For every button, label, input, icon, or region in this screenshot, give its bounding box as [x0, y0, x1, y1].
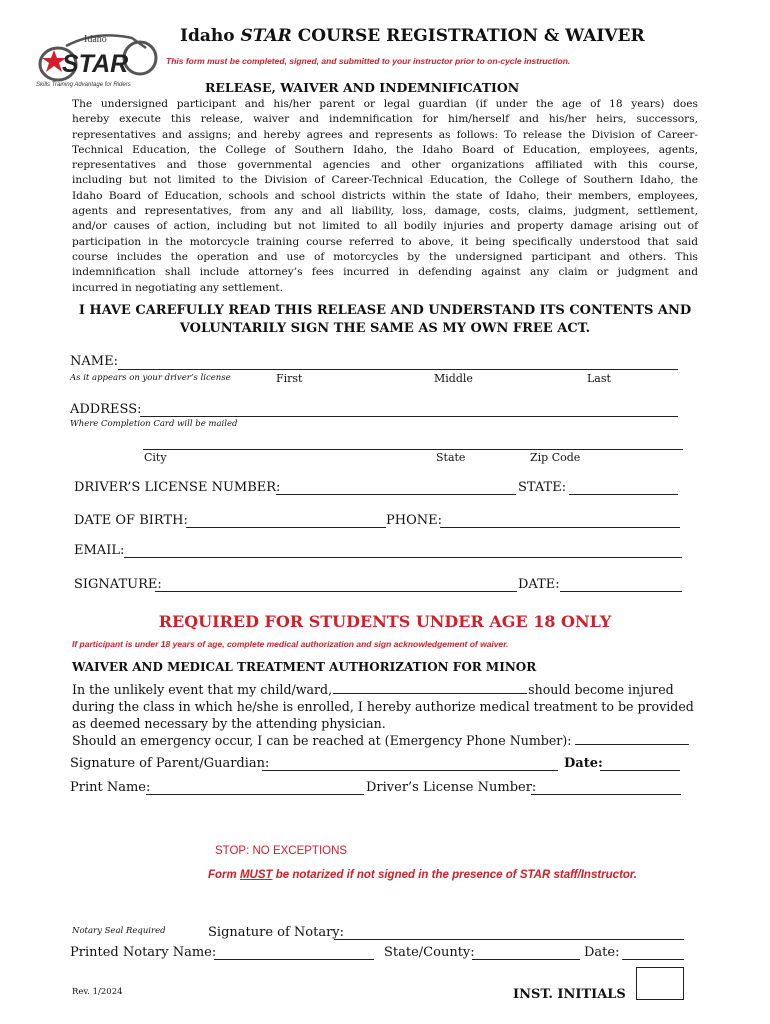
- date-of-birth-label: DATE OF BIRTH:: [74, 513, 188, 528]
- release-line: indemnification shall include attorney’s fees incurred in defending against any claim or judgment and: [72, 266, 698, 279]
- email-label: EMAIL:: [74, 543, 125, 558]
- release-line: including but not limited to the Division of Career-Technical Education, the College of Southern Idaho, the: [72, 174, 698, 187]
- name-note: As it appears on your driver’s license: [70, 373, 231, 383]
- motorcycle-logo-graphic: [36, 28, 166, 90]
- minor-waiver-heading: WAIVER AND MEDICAL TREATMENT AUTHORIZATION FOR MINOR: [72, 660, 537, 674]
- release-line: representatives and those governmental agencies and other organizations affiliated with this course,: [72, 159, 698, 172]
- release-line: Technical Education, the College of Southern Idaho, the Idaho Board of Education, employees, agents,: [72, 143, 698, 156]
- first-label: First: [276, 372, 303, 385]
- email-field[interactable]: [124, 557, 682, 558]
- release-line: The undersigned participant and his/her parent or legal guardian (if under the age of 18 years) does: [72, 98, 698, 110]
- drivers-license-label: DRIVER’S LICENSE NUMBER:: [74, 480, 281, 495]
- signature-field[interactable]: [155, 591, 517, 592]
- release-line: representatives and assigns; and hereby agrees and represents as follows: To release the Division of Career-: [72, 128, 698, 141]
- notary-signature-label: Signature of Notary:: [208, 925, 345, 940]
- instructor-initials-label: INST. INITIALS: [513, 987, 626, 1002]
- dl-state-field[interactable]: [569, 494, 678, 495]
- release-line: hereby execute this release, waiver and indemnification for him/herself and his/her heirs, successors,: [72, 113, 698, 126]
- minor-line-1-end: should become injured: [528, 682, 674, 697]
- release-line: course includes the operation and use of motorcycles by the undersigned participant and others. This: [72, 250, 698, 263]
- release-heading: RELEASE, WAIVER AND INDEMNIFICATION: [205, 80, 520, 95]
- child-name-field[interactable]: [333, 693, 527, 694]
- state-county-label: State/County:: [384, 945, 475, 960]
- name-field[interactable]: [118, 369, 678, 370]
- notarize-requirement: [208, 869, 637, 881]
- dl-state-label: STATE:: [518, 480, 567, 495]
- title-suffix: COURSE REGISTRATION & WAIVER: [291, 26, 645, 46]
- phone-field[interactable]: [440, 527, 680, 528]
- minor-line-3: as deemed necessary by the attending physician.: [72, 716, 386, 731]
- parent-drivers-license-label: Driver’s License Number:: [366, 780, 537, 795]
- revision-label: Rev. 1/2024: [72, 987, 123, 997]
- release-line: and/or causes of action, including but not limited to all bodily injuries and property damage arising out of: [72, 220, 698, 233]
- print-name-field[interactable]: [146, 794, 364, 795]
- release-body: [72, 97, 698, 296]
- under-18-note: If participant is under 18 years of age, complete medical authorization and sign acknowledgement of waiver.: [72, 639, 509, 649]
- minor-line-1-start: In the unlikely event that my child/ward,: [72, 682, 333, 697]
- parent-signature-label: Signature of Parent/Guardian:: [70, 756, 270, 771]
- logo-top-text: Idaho: [84, 34, 107, 45]
- state-county-field[interactable]: [472, 959, 580, 960]
- notarize-prefix: Form: [208, 869, 240, 881]
- instructor-initials-box[interactable]: [636, 967, 684, 1000]
- title-prefix: Idaho: [180, 26, 241, 46]
- state-label: State: [436, 451, 466, 464]
- signature-label: SIGNATURE:: [74, 577, 162, 592]
- acknowledgement-line-1: I HAVE CAREFULLY READ THIS RELEASE AND UNDERSTAND ITS CONTENTS AND: [78, 303, 692, 318]
- address-field[interactable]: [140, 416, 678, 417]
- stop-no-exceptions: STOP: NO EXCEPTIONS: [215, 845, 348, 857]
- city-state-zip-field[interactable]: [143, 449, 683, 450]
- parent-signature-field[interactable]: [262, 770, 558, 771]
- acknowledgement-line-2: VOLUNTARILY SIGN THE SAME AS MY OWN FREE ACT.: [179, 321, 591, 336]
- address-note: Where Completion Card will be mailed: [70, 419, 238, 429]
- phone-label: PHONE:: [386, 513, 442, 528]
- printed-notary-name-field[interactable]: [214, 959, 374, 960]
- notarize-suffix: be notarized if not signed in the presence of STAR staff/Instructor.: [272, 869, 637, 881]
- notary-date-label: Date:: [584, 945, 620, 960]
- city-label: City: [144, 451, 167, 464]
- middle-label: Middle: [434, 372, 473, 385]
- address-label: ADDRESS:: [70, 402, 142, 417]
- minor-line-2: during the class in which he/she is enrolled, I hereby authorize medical treatment to be provided: [72, 699, 694, 714]
- parent-date-label: Date:: [564, 756, 603, 771]
- signature-date-label: DATE:: [518, 577, 560, 592]
- idaho-star-logo: [36, 28, 166, 90]
- form-title: [180, 26, 645, 46]
- release-line: agents and representatives, from any and all liability, loss, damage, costs, claims, judgment, settlement,: [72, 205, 698, 218]
- minor-line-4: Should an emergency occur, I can be reached at (Emergency Phone Number):: [72, 733, 572, 748]
- emergency-phone-field[interactable]: [575, 744, 689, 745]
- logo-main-text: STAR: [62, 50, 129, 78]
- signature-date-field[interactable]: [560, 591, 682, 592]
- name-label: NAME:: [70, 354, 118, 369]
- notary-seal-label: Notary Seal Required: [72, 926, 166, 936]
- date-of-birth-field[interactable]: [186, 527, 386, 528]
- parent-drivers-license-field[interactable]: [531, 794, 681, 795]
- logo-tagline: Skills Training Advantage for Riders: [36, 82, 131, 88]
- release-line: participation in the motorcycle training course referred to above, it being specifically understood that said: [72, 235, 698, 248]
- zip-label: Zip Code: [530, 451, 581, 464]
- last-label: Last: [587, 372, 611, 385]
- printed-notary-name-label: Printed Notary Name:: [70, 945, 217, 960]
- acknowledgement: [60, 302, 710, 338]
- release-line: incurred in negotiating any settlement.: [72, 281, 284, 294]
- notarize-must: MUST: [239, 869, 273, 881]
- notary-signature-field[interactable]: [334, 939, 684, 940]
- release-line: Idaho Board of Education, schools and school districts within the state of Idaho, their members, employees,: [72, 189, 698, 202]
- submission-note: This form must be completed, signed, and submitted to your instructor prior to on-cycle instruction.: [166, 56, 571, 66]
- title-star: STAR: [240, 26, 292, 46]
- print-name-label: Print Name:: [70, 780, 151, 795]
- under-18-heading: REQUIRED FOR STUDENTS UNDER AGE 18 ONLY: [158, 612, 612, 631]
- drivers-license-field[interactable]: [276, 494, 516, 495]
- minor-authorization-text: [72, 681, 694, 749]
- notary-date-field[interactable]: [622, 959, 684, 960]
- parent-date-field[interactable]: [600, 770, 680, 771]
